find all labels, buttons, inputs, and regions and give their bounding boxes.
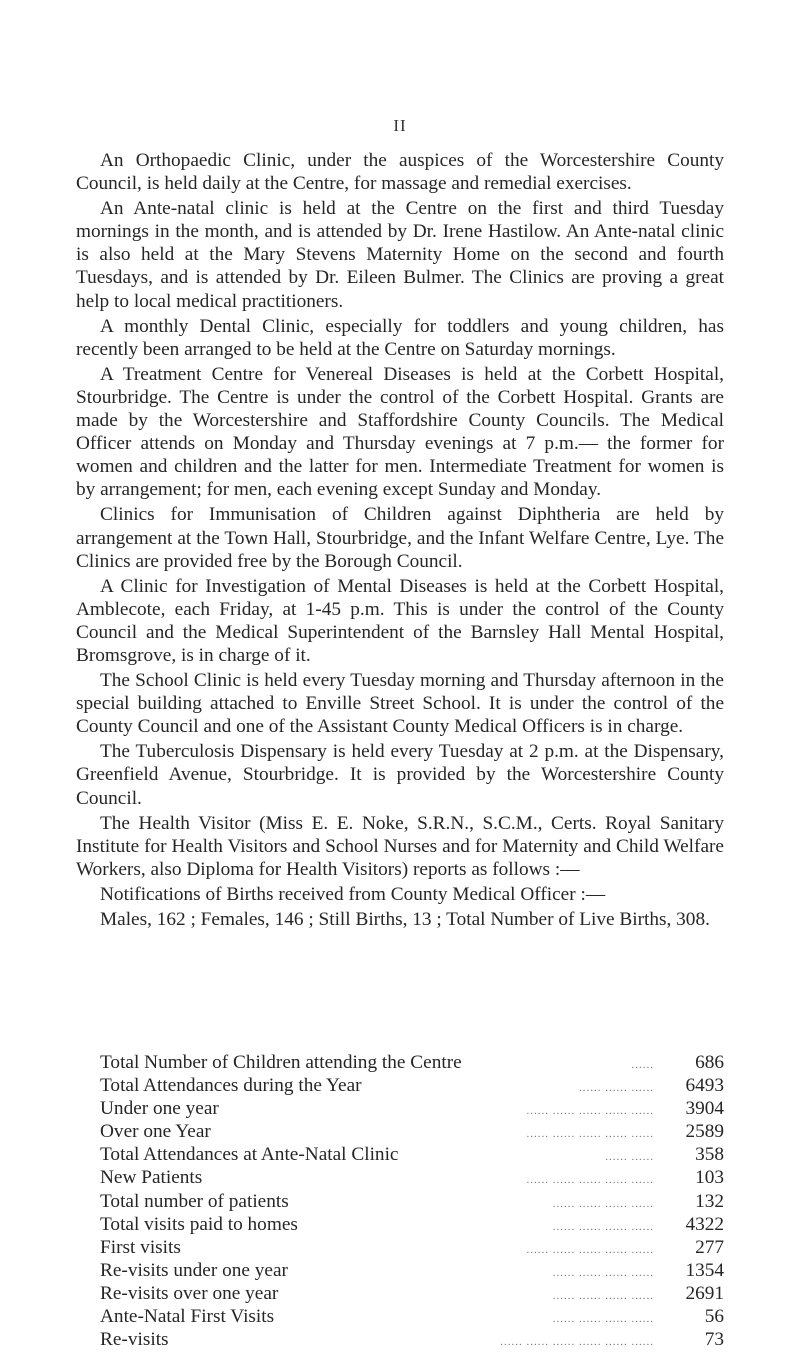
stat-row [100, 1213, 724, 1236]
leader-dots: ...... ...... ...... ...... ...... [526, 1128, 654, 1141]
leader-dots: ...... ...... ...... ...... ...... [526, 1105, 654, 1118]
stat-value: 73 [704, 1329, 724, 1351]
stat-row [100, 1097, 724, 1120]
leader-dots: ...... ...... ...... ...... [552, 1313, 654, 1326]
leader-dots: ...... ...... ...... ...... ...... [526, 1243, 654, 1256]
leader-dots: ...... ...... ...... ...... [552, 1266, 654, 1279]
stat-row [100, 1120, 724, 1143]
leader-dots: ...... [631, 1059, 654, 1071]
leader-dots: ...... ...... ...... ...... ...... [526, 1174, 654, 1187]
leader-dots: ...... ...... ...... ...... [552, 1220, 654, 1233]
paragraph-dental-clinic: A monthly Dental Clinic, especially for toddlers and young children, has recently been arranged to be held at the Centre on Saturday mornings. [76, 315, 724, 360]
paragraph-mental-diseases: A Clinic for Investigation of Mental Diseases is held at the Corbett Hospital, Amblecote, each Friday, at 1-45 p.m. This is under the control of the County Council and the Medical Superintendent of the Barnsley Hall Mental Hospital, Bromsgrove, is in charge of it. [76, 575, 724, 666]
stat-label: Total number of patients [100, 1190, 289, 1212]
paragraph-notifications: Notifications of Births received from County Medical Officer :— [100, 883, 606, 905]
stat-value: 686 [695, 1052, 724, 1073]
leader-dots: ...... ...... ...... [579, 1082, 654, 1095]
stat-value: 6493 [685, 1075, 724, 1097]
paragraph-school-clinic: The School Clinic is held every Tuesday morning and Thursday afternoon in the special building attached to Enville Street School. It is under the control of the County Council and one of the Assistant County Medical Officers is in charge. [76, 670, 724, 738]
paragraph-health-visitor: The Health Visitor (Miss E. E. Noke, S.R.N., S.C.M., Certs. Royal Sanitary Institute for Health Visitors and School Nurses and for Maternity and Child Welfare Workers, also Diploma for Health Visitors) reports as follows :— [76, 812, 724, 880]
stat-label: Re-visits under one year [100, 1259, 288, 1281]
stat-row [100, 1190, 724, 1213]
stat-row [100, 1259, 724, 1282]
stat-row [100, 1074, 724, 1097]
leader-dots: ...... ...... ...... ...... [552, 1289, 654, 1302]
report-body [76, 149, 724, 933]
stat-row [100, 1282, 724, 1305]
stat-value: 2589 [685, 1121, 724, 1143]
statistics-list [100, 1051, 724, 1351]
stat-label: Under one year [100, 1098, 219, 1120]
leader-dots: ...... ...... ...... ...... [552, 1197, 654, 1210]
stat-row [100, 1236, 724, 1259]
stat-value: 277 [695, 1236, 724, 1258]
paragraph-ante-natal-clinic: An Ante-natal clinic is held at the Centre on the first and third Tuesday mornings in the month, and is attended by Dr. Irene Hastilow. An Ante-natal clinic is also held at the Mary Stevens Maternity Home on the second and fourth Tuesdays, and is attended by Dr. Eileen Bulmer. The Clinics are proving a great help to local medical practitioners. [76, 198, 724, 312]
page-number: II [393, 116, 407, 135]
leader-dots: ...... ...... ...... ...... ...... ...... [500, 1336, 654, 1349]
stat-value: 103 [695, 1167, 724, 1189]
stat-label: New Patients [100, 1167, 203, 1189]
stat-label: Total Attendances at Ante-Natal Clinic [100, 1144, 399, 1166]
stat-row [100, 1305, 724, 1328]
stat-label: Over one Year [100, 1121, 211, 1143]
stat-label: Ante-Natal First Visits [100, 1306, 275, 1328]
paragraph-orthopaedic-clinic: An Orthopaedic Clinic, under the auspices of the Worcestershire County Council, is held daily at the Centre, for massage and remedial exercises. [76, 150, 724, 195]
stat-value: 358 [695, 1144, 724, 1166]
stat-row [100, 1328, 724, 1351]
stat-row [100, 1051, 724, 1074]
paragraph-tuberculosis: The Tuberculosis Dispensary is held every Tuesday at 2 p.m. at the Dispensary, Greenfield Avenue, Stourbridge. It is provided by the Worcestershire County Council. [76, 741, 724, 809]
stat-label: First visits [100, 1236, 181, 1258]
paragraph-immunisation: Clinics for Immunisation of Children against Diphtheria are held by arrangement at the Town Hall, Stourbridge, and the Infant Welfare Centre, Lye. The Clinics are provided free by the Borough Council. [76, 504, 724, 572]
stat-value: 132 [695, 1190, 724, 1212]
paragraph-venereal-diseases: A Treatment Centre for Venereal Diseases is held at the Corbett Hospital, Stourbridge. The Centre is under the control of the Corbett Hospital. Grants are made by the Worcestershire and Staffordshire County Councils. The Medical Officer attends on Monday and Thursday evenings at 7 p.m.— the former for women and children and the latter for men. Intermediate Treatment for women is by arrangement; for men, each evening except Sunday and Monday. [76, 363, 724, 501]
stat-label: Re-visits [100, 1329, 169, 1351]
stat-label: Re-visits over one year [100, 1282, 279, 1304]
stat-label: Total visits paid to homes [100, 1213, 298, 1235]
stat-value: 4322 [685, 1213, 724, 1235]
leader-dots: ...... ...... [605, 1151, 654, 1164]
paragraph-births: Males, 162 ; Females, 146 ; Still Births, 13 ; Total Number of Live Births, 308. [100, 909, 710, 930]
stat-row [100, 1143, 724, 1166]
stat-row [100, 1166, 724, 1189]
stat-value: 2691 [685, 1282, 724, 1304]
stat-value: 1354 [685, 1259, 724, 1281]
stat-label: Total Number of Children attending the Centre [100, 1052, 462, 1073]
stat-label: Total Attendances during the Year [100, 1075, 362, 1097]
stat-value: 3904 [685, 1098, 724, 1120]
stat-value: 56 [704, 1306, 724, 1328]
